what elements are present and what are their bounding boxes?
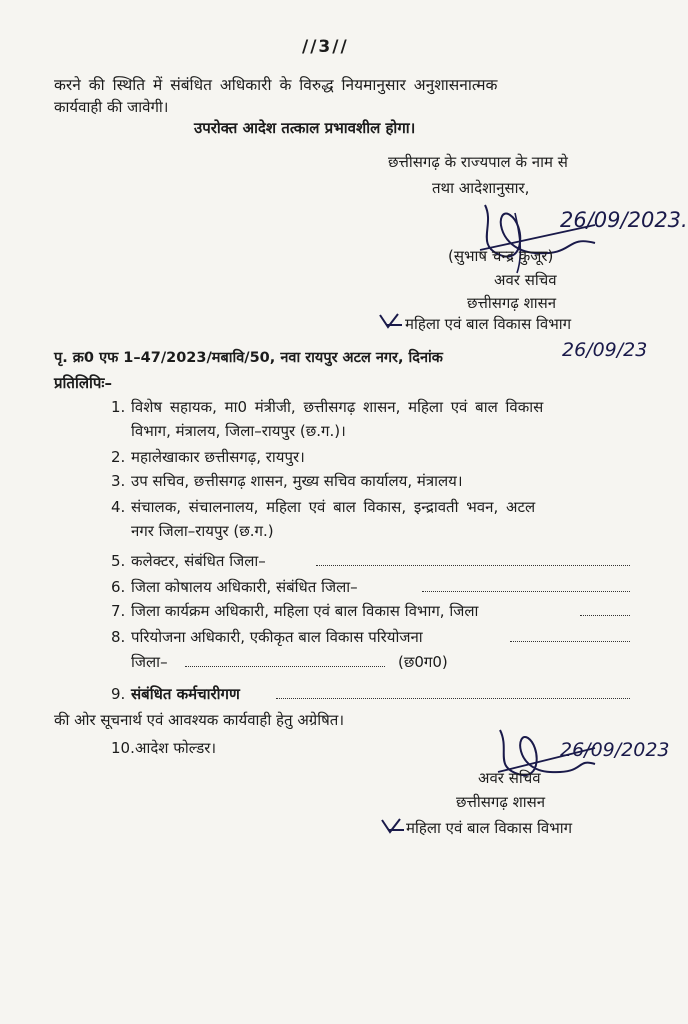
signatory-2-department: महिला एवं बाल विकास विभाग [406,819,573,837]
list-item-8-number: 8. [111,628,126,646]
list-item-4-line-1: संचालक, संचालनालय, महिला एवं बाल विकास, इन्द्रावती भवन, अटल [131,498,536,516]
list-item-1-line-1: विशेष सहायक, मा0 मंत्रीजी, छत्तीसगढ़ शासन, महिला एवं बाल विकास [131,398,544,416]
list-item-5-number: 5. [111,552,126,570]
list-item-1-number: 1. [111,398,126,416]
signature-2-date: 26/09/2023 [560,739,670,761]
handwritten-tick-icon [378,311,404,331]
signature-1-date: 26/09/2023. [560,208,688,232]
item-10-text: आदेश फोल्डर। [135,739,217,757]
authority-line-1: छत्तीसगढ़ के राज्यपाल के नाम से [388,153,568,171]
page-number: //3// [302,37,349,57]
list-item-7-number: 7. [111,602,126,620]
intro-line-2: कार्यवाही की जावेगी। [54,98,169,116]
signatory-1-department: महिला एवं बाल विकास विभाग [405,315,572,333]
signatory-1-govt: छत्तीसगढ़ शासन [467,294,557,312]
list-item-2-number: 2. [111,448,126,466]
list-item-9-line-1: संबंधित कर्मचारीगण [131,685,240,703]
list-item-6-blank [422,591,630,592]
handwritten-tick-icon-2 [380,816,406,836]
list-item-9-number: 9. [111,685,126,703]
list-item-6-line-1: जिला कोषालय अधिकारी, संबंधित जिला– [131,578,358,596]
list-item-6-number: 6. [111,578,126,596]
list-item-2-line-1: महालेखाकार छत्तीसगढ़, रायपुर। [131,448,305,466]
reference-date: 26/09/23 [562,339,648,361]
list-item-7-blank [580,615,630,616]
signatory-2-govt: छत्तीसगढ़ शासन [456,793,546,811]
list-item-5-line-1: कलेक्टर, संबंधित जिला– [131,552,266,570]
intro-line-1: करने की स्थिति में संबंधित अधिकारी के विरुद्ध नियमानुसार अनुशासनात्मक [54,76,498,94]
list-item-8-blank-2 [185,666,385,667]
reference-number: पृ. क्र0 एफ 1–47/2023/मबावि/50, नवा रायपुर अटल नगर, दिनांक [54,350,443,366]
list-item-1-line-2: विभाग, मंत्रालय, जिला–रायपुर (छ.ग.)। [131,422,346,440]
list-item-3-number: 3. [111,472,126,490]
signatory-1-designation: अवर सचिव [494,271,557,289]
copy-heading: प्रतिलिपिः– [54,374,112,392]
list-item-8-suffix: (छ0ग0) [398,653,448,671]
list-item-8-blank-1 [510,641,630,642]
list-item-3-line-1: उप सचिव, छत्तीसगढ़ शासन, मुख्य सचिव कार्यालय, मंत्रालय। [131,472,463,490]
item-10-number: 10. [111,739,135,757]
list-item-8-line-1: परियोजना अधिकारी, एकीकृत बाल विकास परियोजना [131,628,423,646]
list-item-7-line-1: जिला कार्यक्रम अधिकारी, महिला एवं बाल विकास विभाग, जिला [131,602,479,620]
effective-statement: उपरोक्त आदेश तत्काल प्रभावशील होगा। [194,119,416,137]
authority-line-2: तथा आदेशानुसार, [432,179,530,197]
list-item-9-blank [276,698,630,699]
signatory-1-name: (सुभाष चन्द्र कुजूर) [448,247,554,265]
forward-note: की ओर सूचनार्थ एवं आवश्यक कार्यवाही हेतु अग्रेषित। [54,711,345,729]
signatory-2-designation: अवर सचिव [478,769,541,787]
list-item-4-number: 4. [111,498,126,516]
list-item-5-blank [316,565,630,566]
list-item-8-line-2: जिला– [131,653,168,671]
list-item-4-line-2: नगर जिला–रायपुर (छ.ग.) [131,522,274,540]
